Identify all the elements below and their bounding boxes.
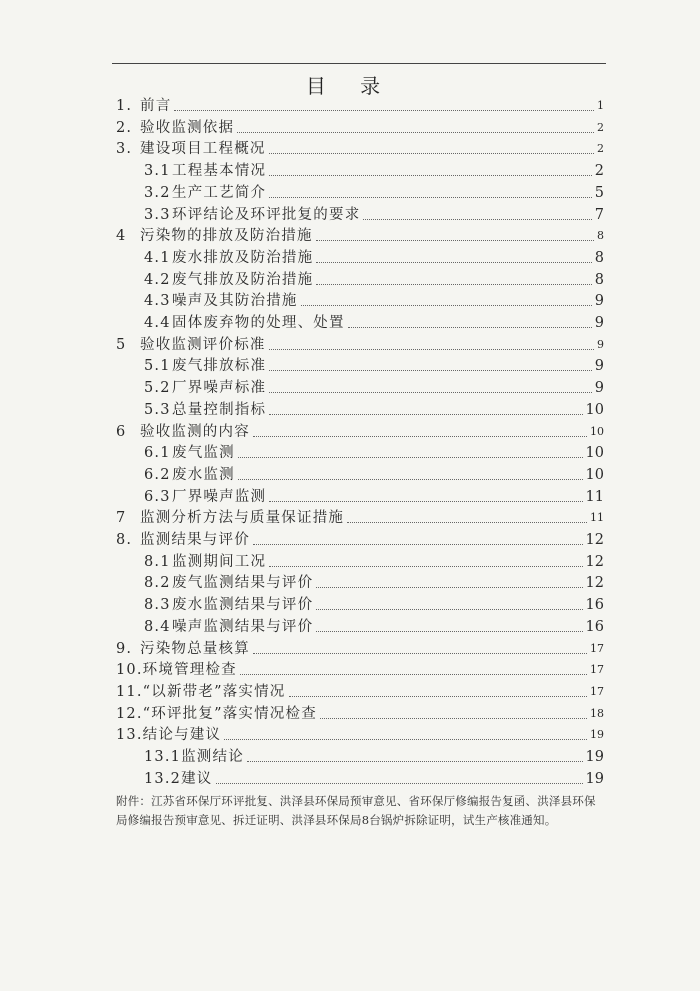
- toc-entry-label: 环境管理检查: [142, 662, 237, 679]
- toc-entry[interactable]: [144, 397, 604, 419]
- toc-entry-number: 11.: [116, 683, 143, 700]
- toc-entry[interactable]: [144, 180, 604, 202]
- toc-entry-number: 3.: [116, 141, 133, 158]
- toc-leader-dots: [269, 391, 592, 393]
- toc-entry-label: 建议: [181, 770, 213, 787]
- toc-entry[interactable]: [144, 462, 604, 484]
- toc-entry[interactable]: [144, 158, 604, 180]
- toc-entry[interactable]: [116, 332, 604, 354]
- toc-leader-dots: [289, 695, 588, 697]
- toc-leader-dots: [253, 543, 583, 545]
- toc-entry[interactable]: [144, 484, 604, 506]
- toc-entry[interactable]: [116, 93, 604, 115]
- toc-leader-dots: [316, 261, 591, 263]
- toc-leader-dots: [247, 760, 583, 762]
- toc-leader-dots: [269, 174, 592, 176]
- toc-entry-number: 12.: [116, 705, 143, 722]
- toc-entry-number: 6: [116, 423, 127, 440]
- toc-entry-label: 验收监测依据: [140, 119, 235, 136]
- toc-entry-label: 废水监测: [172, 466, 235, 483]
- toc-entry-label: 废气监测结果与评价: [172, 575, 314, 592]
- toc-entry-number: 3.2: [144, 184, 171, 201]
- toc-entry[interactable]: [144, 592, 604, 614]
- toc-entry[interactable]: [144, 202, 604, 224]
- toc-page-number: 9: [594, 315, 604, 331]
- toc-entry-number: 8.3: [144, 597, 171, 614]
- toc-entry-label: 环评结论及环评批复的要求: [172, 206, 361, 223]
- toc-entry-label: 厂界噪声标准: [172, 380, 267, 397]
- toc-entry-number: 4.2: [144, 271, 171, 288]
- toc-leader-dots: [269, 565, 582, 567]
- toc-entry[interactable]: [144, 744, 604, 766]
- toc-page-number: 16: [585, 597, 604, 614]
- toc-entry[interactable]: [116, 505, 604, 527]
- page-title: 目 录: [305, 74, 395, 98]
- toc-entry-label: 总量控制指标: [172, 401, 267, 418]
- toc-leader-dots: [316, 608, 582, 610]
- toc-leader-dots: [253, 652, 587, 654]
- toc-entry-label: 污染物的排放及防治措施: [140, 228, 313, 245]
- toc-leader-dots: [269, 369, 592, 371]
- toc-entry-number: 8.: [116, 532, 133, 548]
- toc-leader-dots: [269, 196, 592, 198]
- toc-entry-number: 3.3: [144, 206, 171, 223]
- toc-page-number: 19: [585, 770, 604, 787]
- toc-page-number: 17: [590, 663, 604, 677]
- toc-leader-dots: [174, 109, 594, 111]
- toc-entry[interactable]: [116, 657, 604, 679]
- toc-entry[interactable]: [116, 527, 604, 549]
- toc-entry-number: 4.3: [144, 293, 171, 310]
- toc-entry-number: 3.1: [144, 163, 171, 180]
- toc-page-number: 9: [597, 337, 604, 351]
- toc-page-number: 2: [597, 120, 604, 134]
- toc-page-number: 17: [590, 641, 604, 655]
- toc-entry-label: 监测结果与评价: [140, 532, 250, 548]
- toc-leader-dots: [238, 456, 583, 458]
- toc-leader-dots: [363, 218, 591, 220]
- toc-entry[interactable]: [144, 353, 604, 375]
- toc-entry[interactable]: [116, 136, 604, 158]
- toc-leader-dots: [269, 152, 594, 154]
- toc-entry-label: 验收监测的内容: [140, 423, 250, 440]
- toc-entry-number: 6.2: [144, 466, 171, 483]
- toc-page-number: 9: [594, 358, 604, 375]
- toc-entry-number: 5.2: [144, 380, 171, 397]
- toc-page-number: 7: [594, 206, 604, 223]
- toc-leader-dots: [253, 435, 587, 437]
- toc-entry[interactable]: [144, 375, 604, 397]
- toc-entry-number: 6.1: [144, 445, 171, 462]
- toc-page-number: 11: [585, 488, 604, 505]
- toc-leader-dots: [316, 239, 594, 241]
- toc-leader-dots: [237, 131, 594, 133]
- toc-entry-number: 4.1: [144, 249, 171, 266]
- toc-entry-label: 废气排放及防治措施: [172, 271, 314, 288]
- toc-page-number: 12: [585, 532, 604, 548]
- toc-entry-number: 8.1: [144, 553, 171, 570]
- toc-entry-number: 13.: [116, 727, 143, 744]
- toc-entry[interactable]: [116, 115, 604, 137]
- toc-entry-label: 废气排放标准: [172, 358, 267, 375]
- toc-entry-label: “以新带老”落实情况: [142, 683, 286, 700]
- toc-leader-dots: [216, 782, 583, 784]
- toc-leader-dots: [320, 717, 587, 719]
- toc-entry[interactable]: [144, 245, 604, 267]
- toc-entry-label: 噪声及其防治措施: [172, 293, 298, 310]
- toc-entry-label: 废气监测: [172, 445, 235, 462]
- toc-entry-number: 1.: [116, 98, 133, 114]
- toc-entry[interactable]: [116, 419, 604, 441]
- top-rule: [112, 63, 606, 64]
- toc-page-number: 8: [594, 271, 604, 288]
- toc-entry-label: 废水排放及防治措施: [172, 249, 314, 266]
- toc-page-number: 19: [590, 728, 604, 742]
- appendix-note: 附件：江苏省环保厅环评批复、洪泽县环保局预审意见、省环保厅修编报告复函、洪泽县环保局修编报告预审意见、拆迁证明、洪泽县环保局8台锅炉拆除证明，试生产核准通知。: [116, 794, 596, 827]
- toc-entry-label: 生产工艺简介: [172, 184, 267, 201]
- toc-page-number: 10: [585, 466, 604, 483]
- toc-entry-number: 13.2: [144, 770, 182, 787]
- toc-page-number: 12: [585, 575, 604, 592]
- toc-page-number: 17: [590, 684, 604, 698]
- toc-entry-label: 建设项目工程概况: [140, 141, 266, 158]
- toc-entry[interactable]: [144, 570, 604, 592]
- toc-entry-number: 6.3: [144, 488, 171, 505]
- toc-leader-dots: [347, 521, 587, 523]
- toc-entry-label: 结论与建议: [142, 727, 222, 744]
- toc-leader-dots: [316, 630, 582, 632]
- toc-entry[interactable]: [144, 288, 604, 310]
- toc-entry-label: 验收监测评价标准: [140, 336, 266, 353]
- toc-entry-number: 5: [116, 336, 127, 353]
- toc-leader-dots: [269, 413, 582, 415]
- toc-entry-number: 5.1: [144, 358, 171, 375]
- toc-entry-number: 13.1: [144, 749, 182, 765]
- toc-page-number: 10: [590, 424, 604, 438]
- toc-entry[interactable]: [144, 267, 604, 289]
- toc-entry-number: 5.3: [144, 401, 171, 418]
- toc-page-number: 5: [594, 184, 604, 201]
- toc-entry-label: “环评批复”落实情况检查: [142, 705, 317, 722]
- toc-leader-dots: [240, 673, 587, 675]
- toc-page-number: 10: [585, 401, 604, 418]
- toc-entry-label: 监测分析方法与质量保证措施: [140, 510, 345, 527]
- toc-entry-label: 厂界噪声监测: [172, 488, 267, 505]
- toc-leader-dots: [238, 478, 583, 480]
- toc-page-number: 19: [585, 749, 604, 765]
- toc-leader-dots: [301, 304, 592, 306]
- toc-entry-label: 噪声监测结果与评价: [172, 618, 314, 635]
- toc-entry[interactable]: [116, 701, 604, 723]
- toc-page-number: 8: [594, 249, 604, 266]
- toc-leader-dots: [224, 738, 587, 740]
- toc-page-number: 11: [590, 511, 604, 525]
- toc-entry-number: 4: [116, 228, 127, 245]
- toc-entry[interactable]: [144, 440, 604, 462]
- toc-entry[interactable]: [144, 766, 604, 788]
- toc-entry[interactable]: [144, 614, 604, 636]
- toc-entry-label: 监测期间工况: [172, 553, 267, 570]
- toc-page-number: 8: [597, 229, 604, 243]
- toc-page-number: 2: [597, 142, 604, 156]
- toc-entry[interactable]: [116, 679, 604, 701]
- toc-leader-dots: [269, 348, 594, 350]
- toc-entry[interactable]: [116, 722, 604, 744]
- toc-entry-number: 8.2: [144, 575, 171, 592]
- toc-leader-dots: [348, 326, 592, 328]
- toc-entry-number: 7: [116, 510, 127, 527]
- toc-leader-dots: [316, 283, 591, 285]
- toc-entry[interactable]: [116, 223, 604, 245]
- toc-entry-number: 9.: [116, 640, 133, 657]
- toc-page-number: 18: [590, 706, 604, 720]
- toc-entry-label: 固体废弃物的处理、处置: [172, 315, 345, 331]
- toc-entry-number: 4.4: [144, 315, 171, 331]
- toc-entry-label: 废水监测结果与评价: [172, 597, 314, 614]
- toc-entry-label: 监测结论: [181, 749, 244, 765]
- toc-page-number: 2: [594, 163, 604, 180]
- toc-page-number: 10: [585, 445, 604, 462]
- toc-entry-label: 污染物总量核算: [140, 640, 250, 657]
- toc-page-number: 9: [594, 380, 604, 397]
- toc-page-number: 12: [585, 553, 604, 570]
- toc-leader-dots: [316, 586, 582, 588]
- toc-page-number: 16: [585, 618, 604, 635]
- toc-entry[interactable]: [116, 636, 604, 658]
- toc-entry-label: 工程基本情况: [172, 163, 267, 180]
- toc-page-number: 9: [594, 293, 604, 310]
- toc-page-number: 1: [597, 99, 604, 112]
- toc-leader-dots: [269, 500, 582, 502]
- toc-entry-number: 2.: [116, 119, 133, 136]
- toc-entry-number: 10.: [116, 662, 143, 679]
- toc-entry-number: 8.4: [144, 618, 171, 635]
- toc-entry[interactable]: [144, 310, 604, 332]
- toc-entry[interactable]: [144, 549, 604, 571]
- toc-entry-label: 前言: [140, 98, 172, 114]
